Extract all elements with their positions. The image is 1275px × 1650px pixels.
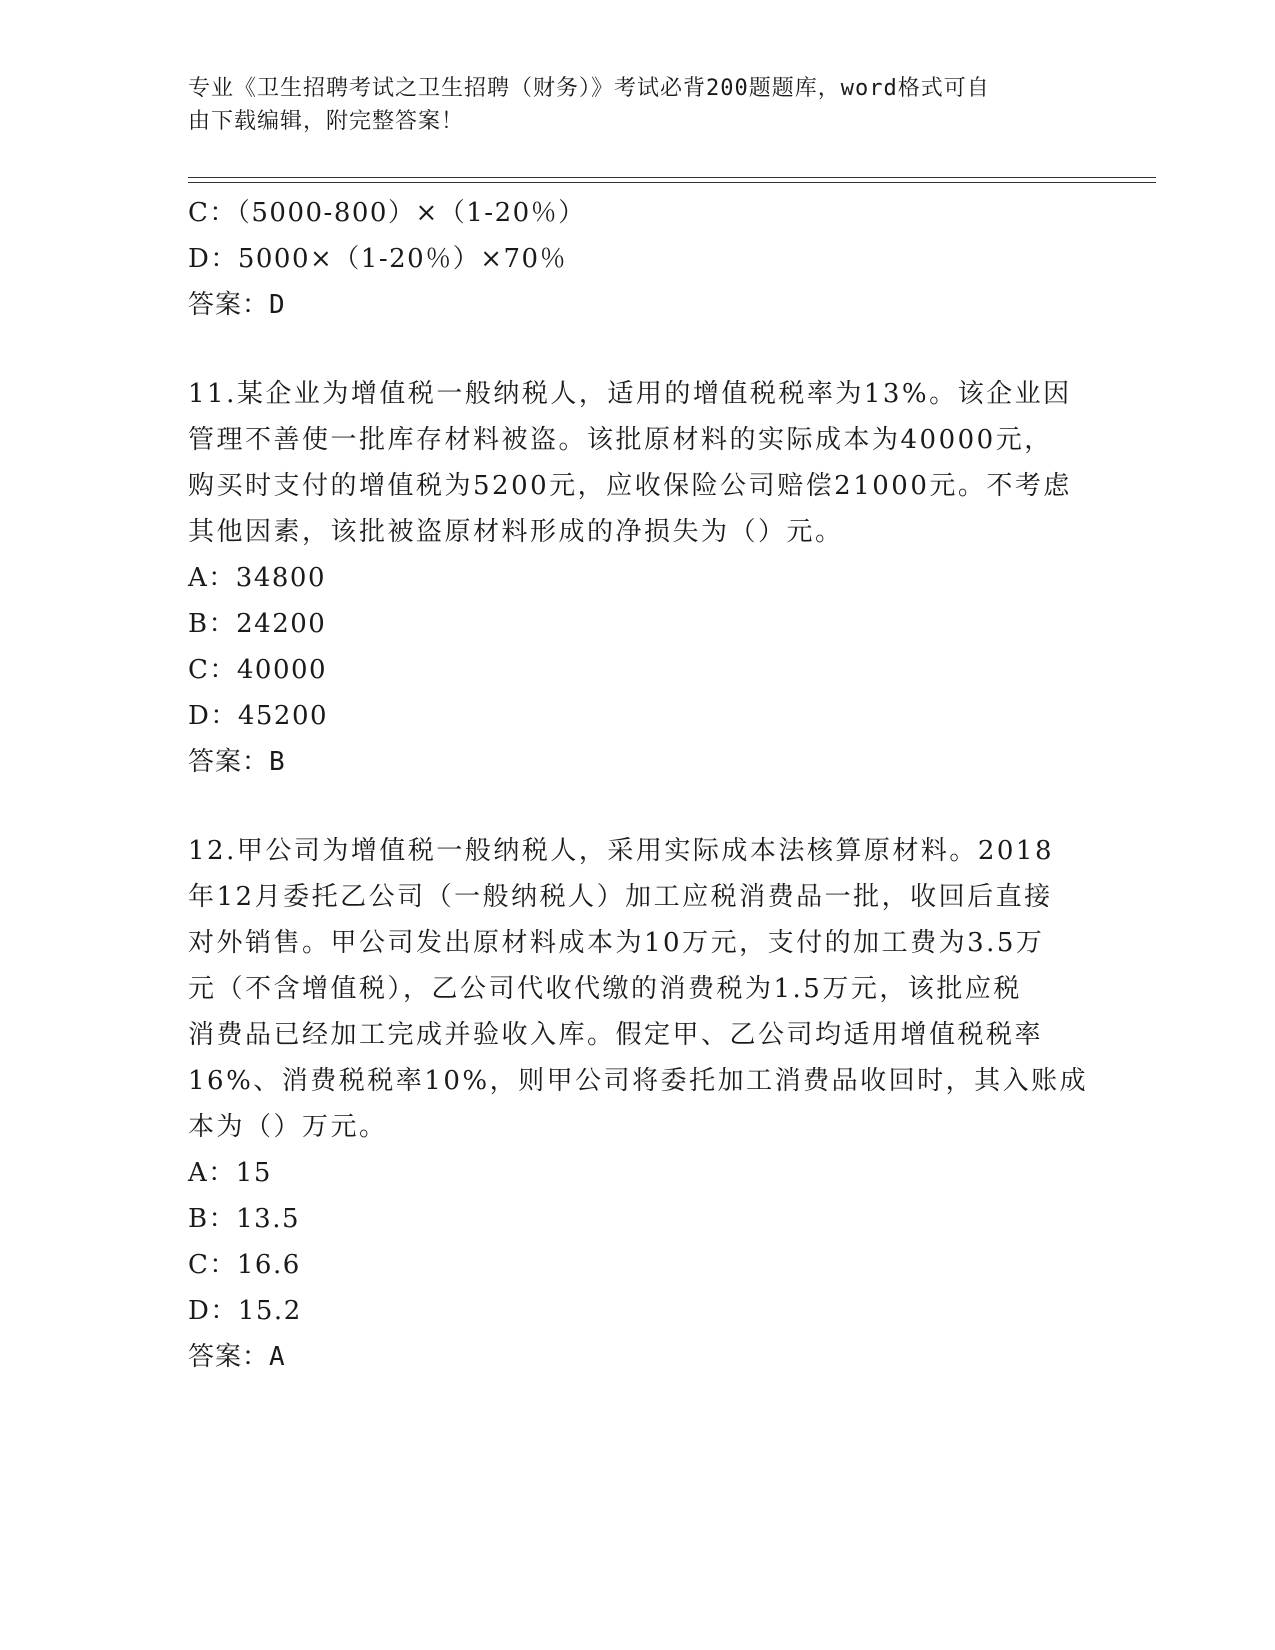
spacer <box>188 785 1078 828</box>
document-body <box>188 190 1089 1380</box>
header-line-1: 专业《卫生招聘考试之卫生招聘（财务）》考试必背200题题库，word格式可自 <box>188 76 990 101</box>
answer-line: 答案：A <box>188 1342 286 1372</box>
header-divider-top <box>188 177 1156 178</box>
option-c: C：16.6 <box>188 1250 301 1280</box>
header-divider-bottom <box>188 182 1156 183</box>
spacer <box>188 328 1078 371</box>
option-a: A：15 <box>188 1158 272 1188</box>
document-header <box>188 72 1068 138</box>
stem-line: 本为（）万元。 <box>188 1112 388 1142</box>
option-a: A：34800 <box>188 563 326 593</box>
question-12 <box>188 828 1089 1380</box>
option-d: D：5000×（1-20％）×70％ <box>188 244 568 274</box>
stem-line: 其他因素，该批被盗原材料形成的净损失为（）元。 <box>188 517 844 547</box>
option-c: C：40000 <box>188 655 328 685</box>
option-d: D：15.2 <box>188 1296 302 1326</box>
question-stem <box>188 371 1078 555</box>
option-b: B：13.5 <box>188 1204 300 1234</box>
prev-question <box>188 190 1078 328</box>
option-b: B：24200 <box>188 609 327 639</box>
stem-line: 消费品已经加工完成并验收入库。假定甲、乙公司均适用增值税税率 <box>188 1020 1044 1050</box>
option-d: D：45200 <box>188 701 329 731</box>
stem-line: 对外销售。甲公司发出原材料成本为10万元，支付的加工费为3.5万 <box>188 928 1045 958</box>
stem-line: 元（不含增值税），乙公司代收代缴的消费税为1.5万元，该批应税 <box>188 974 1022 1004</box>
answer-line: 答案：B <box>188 747 286 777</box>
question-stem <box>188 828 1089 1150</box>
stem-line: 16%、消费税税率10%，则甲公司将委托加工消费品收回时，其入账成 <box>188 1066 1089 1096</box>
stem-line: 12.甲公司为增值税一般纳税人，采用实际成本法核算原材料。2018 <box>188 836 1055 866</box>
stem-line: 购买时支付的增值税为5200元，应收保险公司赔偿21000元。不考虑 <box>188 471 1072 501</box>
stem-line: 管理不善使一批库存材料被盗。该批原材料的实际成本为40000元， <box>188 425 1053 455</box>
header-line-2: 由下载编辑，附完整答案！ <box>188 109 465 134</box>
answer-line: 答案：D <box>188 290 286 320</box>
option-c: C：（5000-800）×（1-20％） <box>188 198 586 228</box>
question-11 <box>188 371 1078 785</box>
stem-line: 年12月委托乙公司（一般纳税人）加工应税消费品一批，收回后直接 <box>188 882 1053 912</box>
stem-line: 11.某企业为增值税一般纳税人，适用的增值税税率为13%。该企业因 <box>188 379 1072 409</box>
